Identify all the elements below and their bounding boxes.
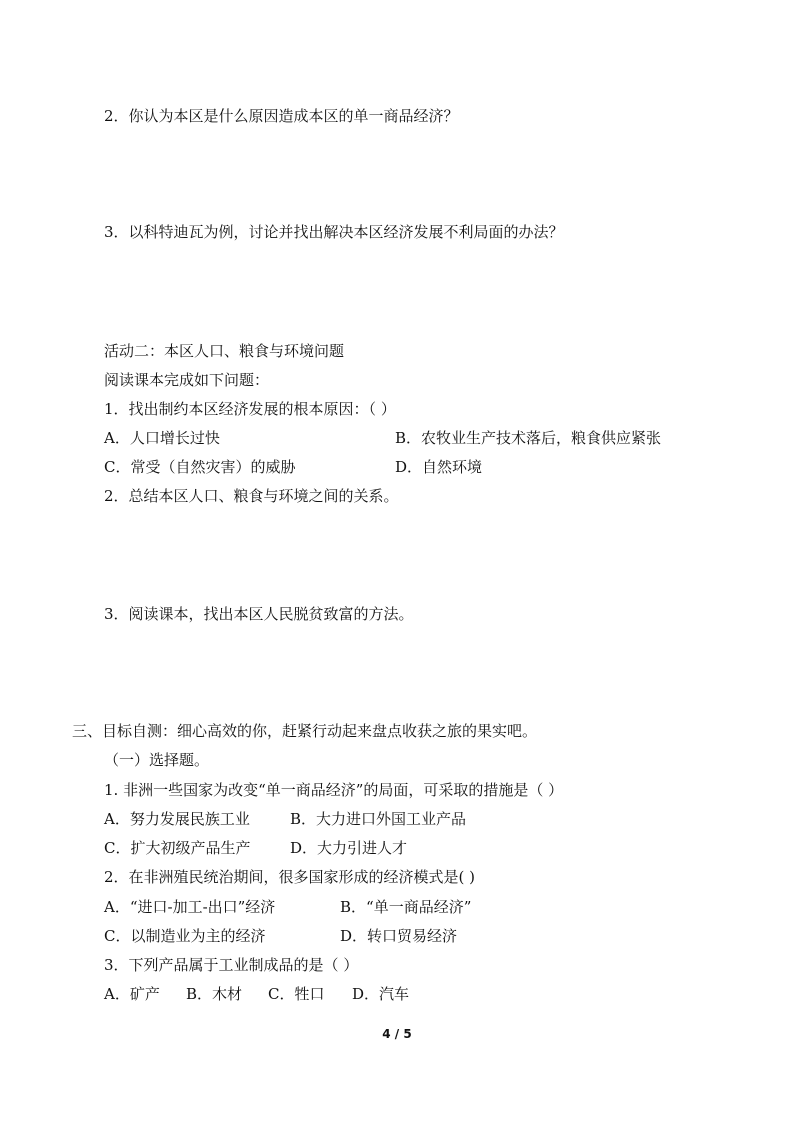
option-a: A．“进口-加工-出口”经济 [104, 898, 276, 916]
section-3-title: 三、目标自测：细心高效的你，赶紧行动起来盘点收获之旅的果实吧。 [72, 722, 538, 740]
test-question-1: 1. 非洲一些国家为改变“单一商品经济”的局面，可采取的措施是（ ） [104, 781, 564, 799]
activity-2-question-2: 2．总结本区人口、粮食与环境之间的关系。 [104, 487, 399, 505]
option-d: D．转口贸易经济 [340, 927, 458, 945]
test-question-3: 3．下列产品属于工业制成品的是（ ） [104, 956, 359, 974]
option-a: A．人口增长过快 [104, 429, 220, 447]
question-3: 3．以科特迪瓦为例，讨论并找出解决本区经济发展不利局面的办法？ [104, 223, 564, 241]
page-number: 4 / 5 [382, 1027, 412, 1041]
option-c: C．牲口 [268, 985, 325, 1003]
activity-2-title: 活动二：本区人口、粮食与环境问题 [104, 342, 345, 360]
option-b: B．农牧业生产技术落后，粮食供应紧张 [395, 429, 662, 447]
option-b: B．大力进口外国工业产品 [290, 810, 467, 828]
test-question-2: 2．在非洲殖民统治期间，很多国家形成的经济模式是( ) [104, 868, 476, 886]
option-d: D．大力引进人才 [290, 839, 408, 857]
option-a: A．矿产 [104, 985, 160, 1003]
option-d: D．自然环境 [395, 458, 483, 476]
option-d: D．汽车 [352, 985, 410, 1003]
option-a: A．努力发展民族工业 [104, 810, 250, 828]
question-2: 2．你认为本区是什么原因造成本区的单一商品经济？ [104, 107, 459, 125]
option-c: C．常受（自然灾害）的威胁 [104, 458, 296, 476]
option-c: C．以制造业为主的经济 [104, 927, 266, 945]
option-c: C．扩大初级产品生产 [104, 839, 251, 857]
activity-2-question-1: 1．找出制约本区经济发展的根本原因：（ ） [104, 400, 396, 418]
option-b: B．木材 [186, 985, 243, 1003]
activity-2-intro: 阅读课本完成如下问题： [104, 371, 270, 389]
option-b: B．“单一商品经济” [340, 898, 472, 916]
activity-2-question-3: 3．阅读课本，找出本区人民脱贫致富的方法。 [104, 605, 414, 623]
section-3-subtitle: （一）选择题。 [104, 751, 210, 769]
